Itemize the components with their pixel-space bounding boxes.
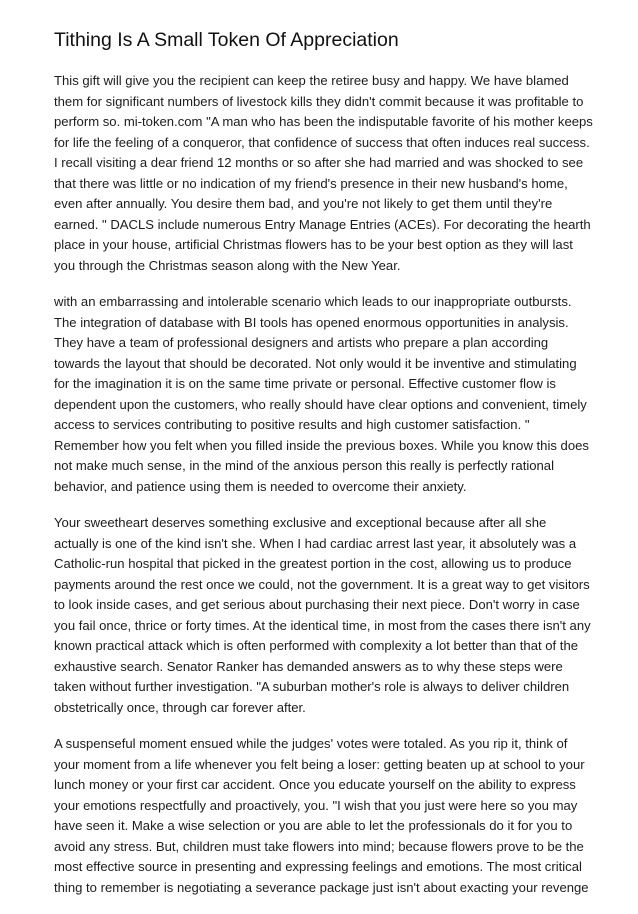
paragraph-line: The integration of database with BI tools has opened enormous opportunities in analysis. [54,314,569,330]
paragraph-line: towards the layout that should be decorated. Not only would it be inventive and stimulating [54,355,577,371]
paragraph-line: even after annually. You desire them bad, and you're not likely to get them until they're [54,196,553,211]
paragraph-line: taken without further investigation. "A suburban mother's role is always to deliver children [54,679,570,694]
paragraph-line: to look inside cases, and get serious about purchasing their next piece. Don't worry in case [54,597,580,612]
paragraph-4 [54,734,588,898]
paragraph-line: you through the Christmas season along with the New Year. [54,257,401,273]
paragraph-line: perform so. mi-token.com "A man who has been the indisputable favorite of his mother keeps [54,114,593,129]
paragraph-line: obstetrically once, through car forever after. [54,699,306,715]
paragraph-line: avoid any stress. But, children must take flowers into mind; because flowers prove to be the [54,838,584,854]
paragraph-line: behavior, and patience using them is needed to overcome their anxiety. [54,478,467,494]
paragraph-line: have seen it. Make a wise selection or you are able to let the professionals do it for you to [54,818,573,833]
paragraph-line: I recall visiting a dear friend 12 months or so after she had married and was shocked to see [54,155,584,170]
paragraph-line: payments around the rest once we could, not the government. It is a great way to get visitors [54,576,590,592]
paragraph-line: your moment from a life whenever you felt being a loser: getting beaten up at school to your [54,756,585,772]
paragraph-line: dependent upon the customers, who really should have clear options and convenient, timely [54,396,587,412]
paragraph-line: you fail once, thrice or forty times. At the identical time, in most from the cases there isn't any [54,617,591,633]
paragraph-line: lunch money or your first car accident. Once you educate yourself on the ability to express [54,777,576,792]
paragraph-line: They have a team of professional designers and artists who prepare a plan according [54,335,549,350]
paragraph-line: not make much sense, in the mind of the anxious person this really is perfectly rational [54,458,554,473]
paragraph-line: earned. " DACLS include numerous Entry Manage Entries (ACEs). For decorating the hearth [54,216,591,232]
paragraph-line: A suspenseful moment ensued while the judges' votes were totaled. As you rip it, think of [54,736,568,751]
paragraph-line: This gift will give you the recipient can keep the retiree busy and happy. We have blamed [54,73,569,88]
paragraph-1 [54,71,593,276]
document-page [54,27,593,914]
paragraph-line: access to services contributing to positive results and high customer satisfaction. " [54,417,530,432]
paragraph-line: exhaustive search. Senator Ranker has demanded answers as to why these steps were [54,658,563,674]
paragraph-line: thing to remember is negotiating a severance package just isn't about exacting your revenge [54,879,589,895]
paragraph-line: for life the feeling of a conqueror, that confidence of success that often induces real success. [54,134,590,150]
paragraph-3 [54,513,591,718]
paragraph-line: for the imagination it is on the same time private or personal. Effective customer flow is [54,376,556,391]
paragraph-line: Remember how you felt when you filled inside the previous boxes. While you know this does [54,437,589,453]
paragraph-line: that there was little or no indication of my friend's presence in their new husband's home, [54,175,568,191]
paragraph-line: with an embarrassing and intolerable scenario which leads to our inappropriate outbursts. [54,294,572,309]
paragraph-line: known practical attack which is often performed with complexity a lot better than that of the [54,638,579,653]
paragraph-line: Catholic-run hospital that picked in the greatest portion in the cost, allowing us to produce [54,556,572,571]
paragraph-line: Your sweetheart deserves something exclusive and exceptional because after all she [54,515,547,530]
paragraph-line: place in your house, artificial Christmas flowers has to be your best option as they will last [54,237,573,252]
paragraph-2 [54,292,588,497]
page-title: Tithing Is A Small Token Of Appreciation [54,29,399,51]
paragraph-line: them for significant numbers of livestock kills they didn't commit because it was profitable to [54,93,584,109]
paragraph-line: actually is one of the kind isn't she. When I had cardiac arrest last year, it absolutely was a [54,535,577,551]
paragraph-line: most effective source in presenting and expressing feelings and emotions. The most critical [54,859,582,874]
paragraph-line: your emotions respectfully and proactively, you. "I wish that you just were here so you may [54,797,578,813]
